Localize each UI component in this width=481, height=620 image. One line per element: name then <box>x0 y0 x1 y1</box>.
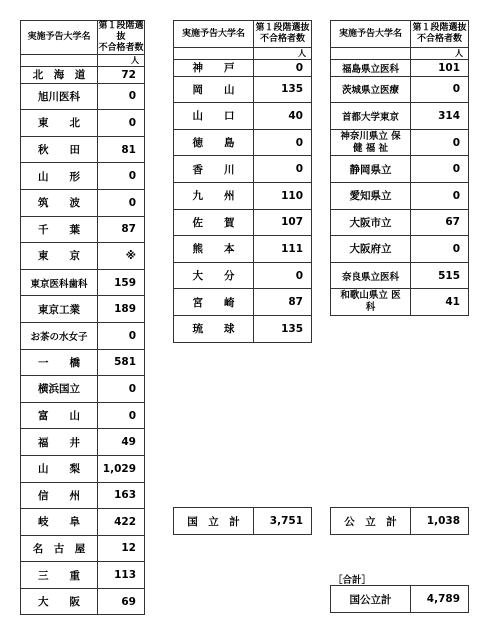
university-name: 大 分 <box>174 262 254 289</box>
university-name: 大阪府立 <box>331 236 411 263</box>
rejected-count: 113 <box>98 562 145 589</box>
rejected-count: 49 <box>98 429 145 456</box>
university-name: 首都大学東京 <box>331 103 411 130</box>
university-name: 富 山 <box>21 402 98 429</box>
table-row <box>21 243 145 270</box>
rejected-count: 0 <box>254 156 312 183</box>
table-row <box>174 262 312 289</box>
rejected-count: 581 <box>98 349 145 376</box>
unit-spacer <box>174 48 254 60</box>
university-name: 山 梨 <box>21 455 98 482</box>
table-row <box>174 76 312 103</box>
table-row <box>331 182 469 209</box>
table-row <box>21 216 145 243</box>
table-row <box>174 60 312 77</box>
rejected-count: 314 <box>411 103 469 130</box>
rejected-count: 163 <box>98 482 145 509</box>
rejected-count: 0 <box>98 163 145 190</box>
rejected-count: 81 <box>98 136 145 163</box>
university-name: 大阪市立 <box>331 209 411 236</box>
header-count: 第１段階選抜 不合格者数 <box>411 21 469 48</box>
rejected-count: 422 <box>98 509 145 536</box>
table-row <box>331 76 469 103</box>
rejected-count: 101 <box>411 60 469 77</box>
rejected-count: 189 <box>98 296 145 323</box>
university-name: 和歌山県立 医 科 <box>331 289 411 316</box>
table-row <box>21 83 145 110</box>
table-row <box>21 429 145 456</box>
table-row <box>21 67 145 84</box>
university-name: 徳 島 <box>174 129 254 156</box>
rejected-count: 1,029 <box>98 455 145 482</box>
university-name: 三 重 <box>21 562 98 589</box>
rejected-count: 40 <box>254 103 312 130</box>
grand-total-value: 4,789 <box>411 586 469 613</box>
university-name: 秋 田 <box>21 136 98 163</box>
table-row <box>331 156 469 183</box>
rejected-count: 0 <box>98 189 145 216</box>
rejected-count: 111 <box>254 236 312 263</box>
rejected-count: 72 <box>98 67 145 84</box>
university-name: 一 橋 <box>21 349 98 376</box>
national-table-1 <box>20 20 145 615</box>
university-name: 山 形 <box>21 163 98 190</box>
rejected-count: 110 <box>254 182 312 209</box>
rejected-count: 0 <box>254 262 312 289</box>
table-row <box>174 315 312 342</box>
header-university: 実施予告大学名 <box>174 21 254 48</box>
university-name: 信 州 <box>21 482 98 509</box>
national-total-label: 国 立 計 <box>174 508 254 535</box>
table-row <box>331 289 469 316</box>
unit-row <box>331 48 469 60</box>
rejected-count: 0 <box>98 83 145 110</box>
table-row <box>174 236 312 263</box>
table-row <box>21 136 145 163</box>
rejected-count: 0 <box>98 110 145 137</box>
national-table-2 <box>173 20 312 343</box>
table-row <box>174 103 312 130</box>
public-total-label: 公 立 計 <box>331 508 411 535</box>
rejected-count: ※ <box>98 243 145 270</box>
table-row <box>21 110 145 137</box>
table-row <box>21 455 145 482</box>
unit-spacer <box>331 48 411 60</box>
university-name: 名 古 屋 <box>21 535 98 562</box>
national-total-table <box>173 507 312 535</box>
rejected-count: 0 <box>254 129 312 156</box>
university-name: 香 川 <box>174 156 254 183</box>
rejected-count: 159 <box>98 269 145 296</box>
table-row <box>174 209 312 236</box>
university-name: 横浜国立 <box>21 376 98 403</box>
university-name: 旭川医科 <box>21 83 98 110</box>
unit-label: 人 <box>98 55 145 67</box>
unit-label: 人 <box>254 48 312 60</box>
public-table <box>330 20 469 316</box>
university-name: 神 戸 <box>174 60 254 77</box>
unit-row <box>174 48 312 60</box>
table-row <box>21 535 145 562</box>
header-count: 第１段階選抜 不合格者数 <box>98 21 144 53</box>
university-name: 琉 球 <box>174 315 254 342</box>
university-name: 茨城県立医療 <box>331 76 411 103</box>
university-name: 福島県立医科 <box>331 60 411 77</box>
rejected-count: 0 <box>411 76 469 103</box>
university-name: 福 井 <box>21 429 98 456</box>
table-row <box>21 296 145 323</box>
header-count: 第１段階選抜 不合格者数 <box>254 21 312 48</box>
rejected-count: 87 <box>98 216 145 243</box>
rejected-count: 0 <box>411 182 469 209</box>
rejected-count: 0 <box>254 60 312 77</box>
university-name: 静岡県立 <box>331 156 411 183</box>
university-name: 東 京 <box>21 243 98 270</box>
rejected-count: 515 <box>411 262 469 289</box>
university-name: 筑 波 <box>21 189 98 216</box>
unit-spacer <box>21 55 98 67</box>
table-row <box>21 402 145 429</box>
grand-total-caption: ［合計］ <box>333 575 372 586</box>
university-name: 岐 阜 <box>21 509 98 536</box>
university-name: 岡 山 <box>174 76 254 103</box>
table-row <box>174 129 312 156</box>
table-row <box>331 60 469 77</box>
table-row <box>331 103 469 130</box>
table-row <box>331 129 469 156</box>
table-row <box>331 262 469 289</box>
table-row <box>21 322 145 349</box>
unit-label: 人 <box>411 48 469 60</box>
table-row <box>331 209 469 236</box>
university-name: 東 北 <box>21 110 98 137</box>
rejected-count: 135 <box>254 315 312 342</box>
university-name: 熊 本 <box>174 236 254 263</box>
rejected-count: 69 <box>98 588 145 615</box>
table-row <box>331 236 469 263</box>
rejected-count: 0 <box>411 129 469 156</box>
university-name: 東京工業 <box>21 296 98 323</box>
university-name: 九 州 <box>174 182 254 209</box>
rejected-count: 107 <box>254 209 312 236</box>
table-row <box>21 163 145 190</box>
table-row <box>21 376 145 403</box>
table-row <box>21 562 145 589</box>
table-row <box>174 289 312 316</box>
table-row <box>21 189 145 216</box>
public-total-table <box>330 507 469 535</box>
rejected-count: 135 <box>254 76 312 103</box>
university-name: 神奈川県立 保 健 福 祉 <box>331 129 411 156</box>
public-total-value: 1,038 <box>411 508 469 535</box>
rejected-count: 0 <box>98 376 145 403</box>
rejected-count: 0 <box>411 236 469 263</box>
university-name: 佐 賀 <box>174 209 254 236</box>
header-university: 実施予告大学名 <box>331 21 411 48</box>
university-name: 宮 崎 <box>174 289 254 316</box>
rejected-count: 0 <box>98 402 145 429</box>
university-name: 東京医科歯科 <box>21 269 98 296</box>
university-name: 千 葉 <box>21 216 98 243</box>
rejected-count: 41 <box>411 289 469 316</box>
university-name: 北 海 道 <box>21 67 98 84</box>
table-row <box>21 482 145 509</box>
rejected-count: 67 <box>411 209 469 236</box>
grand-total-table <box>330 585 469 613</box>
national-total-value: 3,751 <box>254 508 312 535</box>
table-row <box>174 182 312 209</box>
rejected-count: 0 <box>411 156 469 183</box>
university-name: 奈良県立医科 <box>331 262 411 289</box>
table-row <box>21 269 145 296</box>
rejected-count: 0 <box>98 322 145 349</box>
table-row <box>21 588 145 615</box>
grand-total-label: 国公立計 <box>331 586 411 613</box>
university-name: 愛知県立 <box>331 182 411 209</box>
unit-row <box>21 55 145 67</box>
table-row <box>21 349 145 376</box>
university-name: 大 阪 <box>21 588 98 615</box>
university-name: 山 口 <box>174 103 254 130</box>
rejected-count: 87 <box>254 289 312 316</box>
table-row <box>174 156 312 183</box>
header-university: 実施予告大学名 <box>21 21 98 55</box>
university-name: お茶の水女子 <box>21 322 98 349</box>
table-row <box>21 509 145 536</box>
rejected-count: 12 <box>98 535 145 562</box>
